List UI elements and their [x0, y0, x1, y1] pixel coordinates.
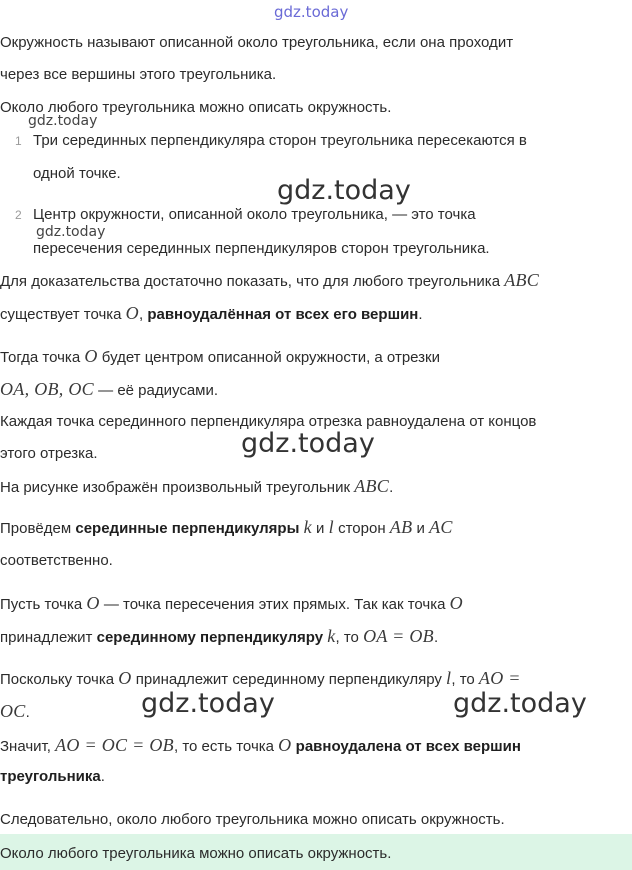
conclusion-text: Около любого треугольника можно описать окружность. [0, 845, 392, 862]
proof-paragraph-7-line-2: OC. [0, 701, 30, 721]
list-item-1-line-1: Три серединных перпендикуляра сторон треугольника пересекаются в [33, 132, 527, 149]
list-number-2: 2 [15, 208, 22, 222]
watermark: gdz.today [241, 428, 375, 459]
proof-paragraph-8-line-1: Значит, AO = OC = OB, то есть точка O равноудалена от всех вершин [0, 735, 521, 755]
watermark: gdz.today [36, 224, 106, 240]
proof-paragraph-5-line-2: соответственно. [0, 552, 113, 569]
proof-paragraph-2-line-2: OA, OB, OC — её радиусами. [0, 379, 219, 399]
watermark: gdz.today [453, 688, 587, 719]
list-item-1-line-2: одной точке. [33, 165, 121, 182]
proof-paragraph-6-line-2: принадлежит серединному перпендикуляру k, то OA = OB. [0, 626, 439, 646]
math-abc: ABC [504, 270, 540, 290]
proof-paragraph-1-line-2: существует точка O, равноудалённая от всех его вершин. [0, 303, 423, 323]
watermark: gdz.today [141, 688, 275, 719]
proof-paragraph-2-line-1: Тогда точка O будет центром описанной окружности, а отрезки [0, 346, 440, 366]
list-item-2-line-1: Центр окружности, описанной около треугольника, — это точка [33, 206, 476, 223]
proof-paragraph-3-line-1: Каждая точка серединного перпендикуляра отрезка равноудалена от концов [0, 413, 537, 430]
proof-paragraph-6-line-1: Пусть точка O — точка пересечения этих прямых. Так как точка O [0, 593, 463, 613]
watermark: gdz.today [277, 175, 411, 206]
proof-paragraph-8-line-2: треугольника. [0, 768, 105, 785]
proof-paragraph-9: Следовательно, около любого треугольника можно описать окружность. [0, 811, 505, 828]
proof-paragraph-7-line-1: Поскольку точка O принадлежит серединному перпендикуляру l, то AO = [0, 668, 521, 688]
proof-paragraph-1-line-1: Для доказательства достаточно показать, что для любого треугольника ABC [0, 270, 540, 290]
definition-line-1: Окружность называют описанной около треугольника, если она проходит [0, 34, 514, 51]
watermark: gdz.today [28, 113, 98, 129]
proof-paragraph-5-line-1: Провёдем серединные перпендикуляры k и l сторон AB и AC [0, 517, 453, 537]
list-number-1: 1 [15, 134, 22, 148]
proof-paragraph-4: На рисунке изображён произвольный треугольник ABC. [0, 476, 394, 496]
theorem-statement: Около любого треугольника можно описать окружность. [0, 99, 392, 116]
proof-paragraph-3-line-2: этого отрезка. [0, 445, 98, 462]
list-item-2-line-2: пересечения серединных перпендикуляров сторон треугольника. [33, 240, 490, 257]
watermark-top: gdz.today [274, 3, 349, 21]
definition-line-2: через все вершины этого треугольника. [0, 66, 277, 83]
